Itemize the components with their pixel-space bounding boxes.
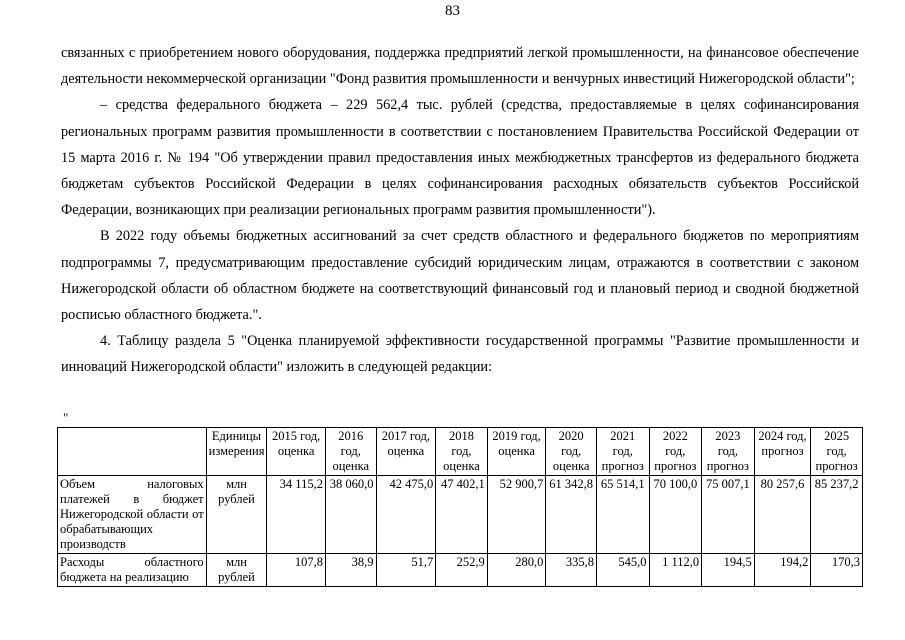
header-cell: 2018 год, оценка <box>436 428 488 476</box>
row-name-cell: Объем налоговых платежей в бюджет Нижегородской области от обрабатывающих производств <box>58 476 207 554</box>
header-cell: 2016 год, оценка <box>325 428 376 476</box>
value-cell: 1 112,0 <box>649 554 702 587</box>
header-cell: 2022 год, прогноз <box>649 428 702 476</box>
header-cell: Единицы измерения <box>206 428 267 476</box>
table-header-row <box>58 428 863 476</box>
header-cell: 2025 год, прогноз <box>811 428 863 476</box>
body-text <box>61 40 859 381</box>
value-cell: 70 100,0 <box>649 476 702 554</box>
header-cell: 2020 год, оценка <box>546 428 597 476</box>
unit-cell: млн рублей <box>206 554 267 587</box>
header-cell: 2021 год, прогноз <box>596 428 649 476</box>
value-cell: 252,9 <box>436 554 488 587</box>
header-cell: 2017 год, оценка <box>376 428 436 476</box>
value-cell: 194,5 <box>702 554 755 587</box>
value-cell: 38,9 <box>325 554 376 587</box>
value-cell: 65 514,1 <box>596 476 649 554</box>
header-cell <box>58 428 207 476</box>
value-cell: 61 342,8 <box>546 476 597 554</box>
value-cell: 51,7 <box>376 554 436 587</box>
efficiency-table <box>57 427 863 587</box>
row-name-cell: Расходы областного бюджета на реализацию <box>58 554 207 587</box>
quote-mark: " <box>63 410 69 425</box>
value-cell: 170,3 <box>811 554 863 587</box>
header-cell: 2023 год, прогноз <box>702 428 755 476</box>
page-number: 83 <box>445 3 460 19</box>
value-cell: 280,0 <box>487 554 546 587</box>
table-row <box>58 554 863 587</box>
value-cell: 52 900,7 <box>487 476 546 554</box>
paragraph-3: В 2022 году объемы бюджетных ассигнований за счет средств областного и федерального бюджетов по мероприятиям подпрограммы 7, предусматривающим предоставление субсидий юридическим лицам, отражаются в соответствии с законом Нижегородской области об областном бюджете на соответствующий финансовый год и плановый период и сводной бюджетной росписью областного бюджета.". <box>61 228 859 324</box>
value-cell: 335,8 <box>546 554 597 587</box>
value-cell: 42 475,0 <box>376 476 436 554</box>
paragraph-2: – средства федерального бюджета – 229 562,4 тыс. рублей (средства, предоставляемые в целях софинансирования региональных программ развития промышленности в соответствии с постановлением Правительства Российской Федерации от 15 марта 2016 г. № 194 "Об утверждении правил предоставления иных межбюджетных трансфертов из федерального бюджета бюджетам субъектов Российской Федерации в целях софинансирования расходных обязательств субъектов Российской Федерации, возникающих при реализации региональных программ развития промышленности"). <box>61 97 859 219</box>
table-row <box>58 476 863 554</box>
paragraph-1: связанных с приобретением нового оборудования, поддержка предприятий легкой промышленности, на финансовое обеспечение деятельности некоммерческой организации "Фонд развития промышленности и венчурных инвестиций Нижегородской области"; <box>61 45 859 88</box>
header-cell: 2015 год, оценка <box>267 428 326 476</box>
header-cell: 2019 год, оценка <box>487 428 546 476</box>
value-cell: 545,0 <box>596 554 649 587</box>
value-cell: 34 115,2 <box>267 476 326 554</box>
value-cell: 38 060,0 <box>325 476 376 554</box>
paragraph-4: 4. Таблицу раздела 5 "Оценка планируемой эффективности государственной программы "Развитие промышленности и инноваций Нижегородской области" изложить в следующей редакции: <box>61 333 859 376</box>
value-cell: 80 257,6 <box>754 476 811 554</box>
value-cell: 107,8 <box>267 554 326 587</box>
value-cell: 75 007,1 <box>702 476 755 554</box>
value-cell: 194,2 <box>754 554 811 587</box>
value-cell: 85 237,2 <box>811 476 863 554</box>
value-cell: 47 402,1 <box>436 476 488 554</box>
header-cell: 2024 год, прогноз <box>754 428 811 476</box>
unit-cell: млн рублей <box>206 476 267 554</box>
